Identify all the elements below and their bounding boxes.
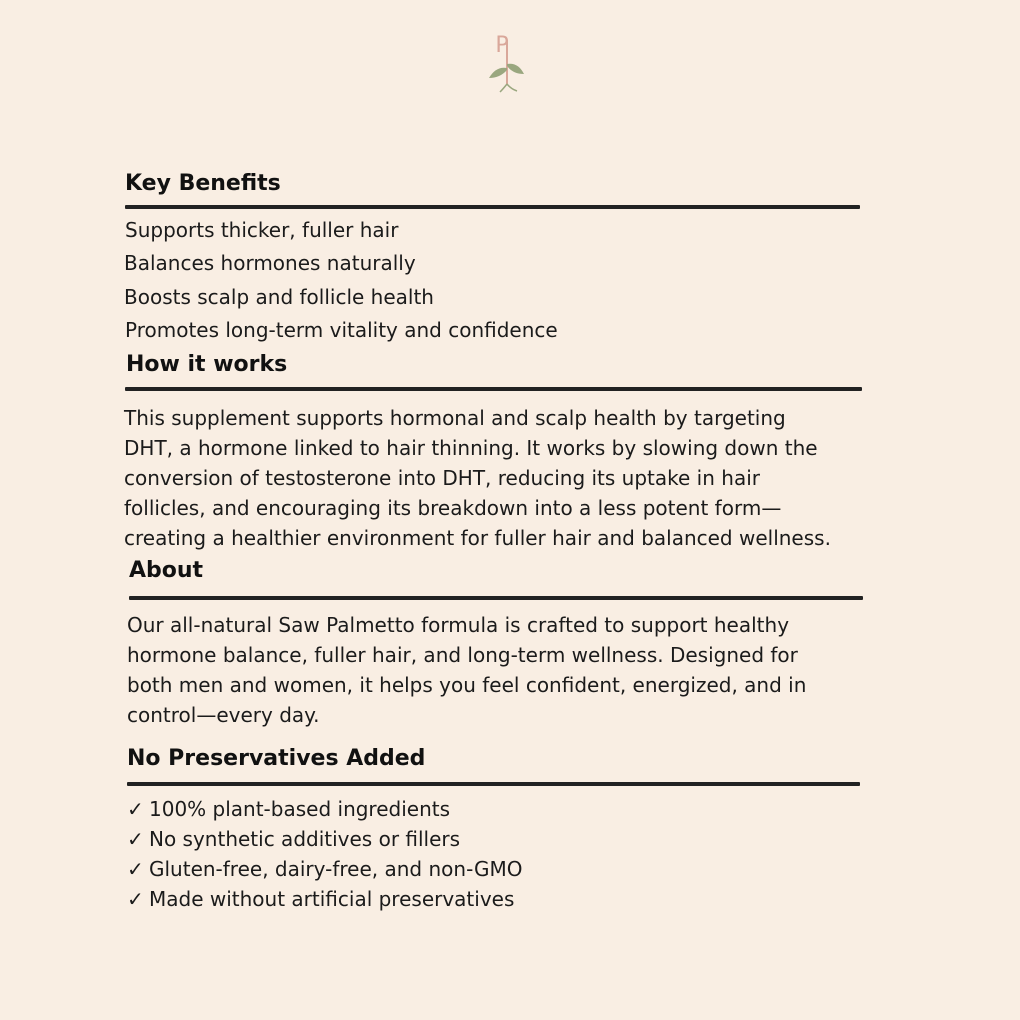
paragraph-line: This supplement supports hormonal and scalp health by targeting (124, 406, 786, 430)
list-item: Promotes long-term vitality and confidence (125, 317, 558, 342)
how-it-works-text (124, 403, 864, 553)
divider (127, 782, 860, 786)
no-preservatives-section (127, 745, 867, 914)
checklist-item-label: Gluten-free, dairy-free, and non-GMO (149, 857, 523, 881)
checklist-item (127, 824, 867, 854)
logo-letter: P (495, 33, 509, 58)
check-icon: ✓ (127, 857, 144, 881)
check-icon: ✓ (127, 827, 144, 851)
checklist-item-label: Made without artificial preservatives (149, 887, 515, 911)
brand-logo (486, 32, 526, 94)
key-benefits-section (125, 170, 860, 347)
how-it-works-heading: How it works (126, 352, 288, 377)
checklist (127, 794, 867, 914)
list-item: Boosts scalp and follicle health (124, 284, 434, 309)
checklist-item (127, 884, 867, 914)
check-icon: ✓ (127, 797, 144, 821)
paragraph-line: both men and women, it helps you feel confident, energized, and in (127, 673, 807, 697)
paragraph-line: control—every day. (127, 703, 320, 727)
list-item: Supports thicker, fuller hair (125, 218, 399, 242)
list-item: Balances hormones naturally (124, 251, 416, 276)
paragraph-line: DHT, a hormone linked to hair thinning. It works by slowing down the (124, 436, 818, 460)
check-icon: ✓ (127, 887, 144, 911)
about-section (127, 557, 867, 730)
checklist-item-label: 100% plant-based ingredients (149, 797, 451, 821)
paragraph-line: hormone balance, fuller hair, and long-term wellness. Designed for (127, 643, 798, 667)
no-preservatives-heading: No Preservatives Added (127, 746, 426, 771)
checklist-item-label: No synthetic additives or fillers (149, 827, 461, 851)
about-heading: About (129, 558, 204, 583)
paragraph-line: follicles, and encouraging its breakdown into a less potent form— (124, 496, 782, 520)
divider (129, 596, 863, 600)
benefits-list (125, 214, 860, 347)
paragraph-line: Our all-natural Saw Palmetto formula is crafted to support healthy (127, 613, 790, 637)
how-it-works-section (124, 351, 864, 553)
divider (125, 205, 860, 209)
key-benefits-heading: Key Benefits (125, 171, 281, 196)
about-text (127, 610, 867, 730)
sprout-icon (486, 32, 526, 94)
checklist-item (127, 854, 867, 884)
paragraph-line: creating a healthier environment for fuller hair and balanced wellness. (124, 526, 831, 550)
divider (125, 387, 862, 391)
paragraph-line: conversion of testosterone into DHT, reducing its uptake in hair (124, 466, 760, 490)
checklist-item (127, 794, 867, 824)
